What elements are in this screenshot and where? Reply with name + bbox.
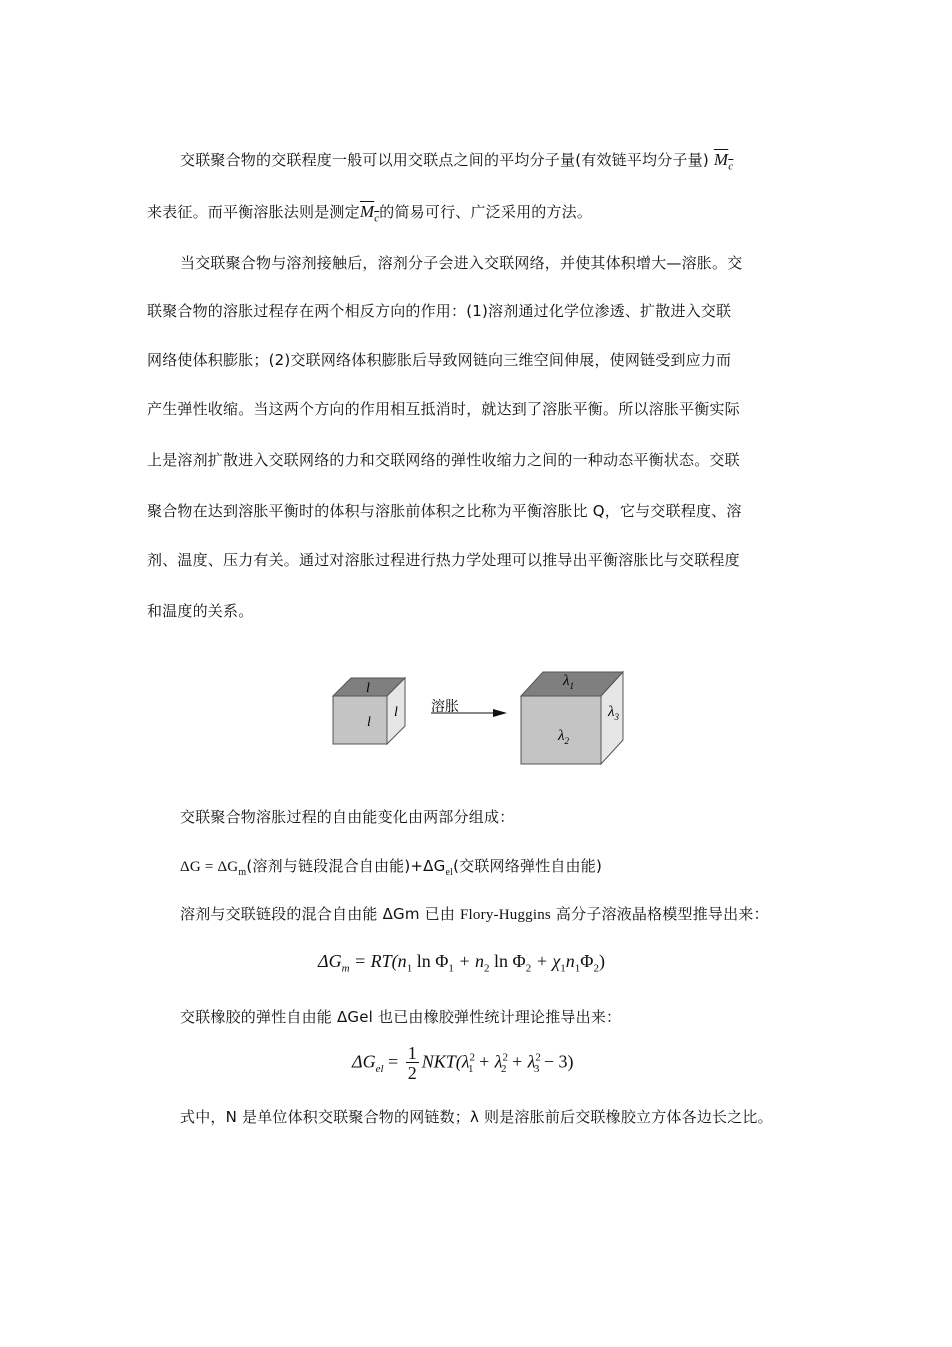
one-half-fraction: $\frac{1}{2}$ xyxy=(407,1043,417,1083)
paragraph2-line: 和温度的关系。 xyxy=(147,602,254,620)
closing-line: 式中，N 是单位体积交联聚合物的网链数；λ 则是溶胀前后交联橡胶立方体各边长之比。 xyxy=(180,1108,773,1126)
paragraph2-line: 聚合物在达到溶胀平衡时的体积与溶胀前体积之比称为平衡溶胀比 Q，它与交联程度、溶 xyxy=(147,502,742,520)
lambda3-label: $\lambda_3$ xyxy=(608,704,619,722)
paragraph1-line2-post: 的简易可行、广泛采用的方法。 xyxy=(379,203,593,221)
elastic-energy-line: 交联橡胶的弹性自由能 ΔGel 也已由橡胶弹性统计理论推导出来： xyxy=(180,1008,622,1026)
paragraph2-line: 当交联聚合物与溶剂接触后，溶剂分子会进入交联网络，并使其体积增大—溶胀。交 xyxy=(180,254,743,272)
paragraph2-line: 剂、温度、压力有关。通过对溶胀过程进行热力学处理可以推导出平衡溶胀比与交联程度 xyxy=(147,551,740,569)
paragraph2-line: 联聚合物的溶胀过程存在两个相反方向的作用：(1)溶剂通过化学位渗透、扩散进入交联 xyxy=(147,302,732,320)
lambda2-label: $\lambda_2$ xyxy=(558,728,569,746)
small-cube-label-side: l xyxy=(394,705,398,720)
flory-huggins-formula: $\Delta G_m = RT(n_1$ $\ln \Phi_1 + n_2$ $\ln \Phi_2 + \chi_1n_1\Phi_2$) xyxy=(318,951,605,975)
arrow-label: 溶胀 xyxy=(431,699,459,715)
paragraph2-line: 网络使体积膨胀；(2)交联网络体积膨胀后导致网链向三维空间伸展，使网链受到应力而 xyxy=(147,351,732,369)
mc-symbol: $M_c$ xyxy=(713,150,734,173)
small-cube-front xyxy=(333,696,387,744)
paragraph1-line2-pre: 来表征。而平衡溶胀法则是测定 xyxy=(147,203,360,221)
free-energy-intro: 交联聚合物溶胀过程的自由能变化由两部分组成： xyxy=(180,808,515,826)
paragraph2-line: 产生弹性收缩。当这两个方向的作用相互抵消时，就达到了溶胀平衡。所以溶胀平衡实际 xyxy=(147,400,740,418)
small-cube-label-top: l xyxy=(366,681,370,696)
lambda1-label: $\lambda_1$ xyxy=(563,673,574,691)
swelling-diagram xyxy=(325,668,635,770)
mc-symbol-inline: $M_c$ xyxy=(359,202,380,225)
paragraph1-line1 xyxy=(180,150,840,176)
elastic-formula: $\Delta G_{el}$ = $\frac{1}{2}$ $NKT(\lambda^2_1 + \lambda^2_2 + \lambda^2_3 - 3)$ xyxy=(352,1043,574,1083)
mixing-energy-line: 溶剂与交联链段的混合自由能 ΔGm 已由 Flory-Huggins 高分子溶液晶格模型推导出来： xyxy=(180,905,769,923)
delta-g-line: $\Delta G = \Delta G_m$(溶剂与链段混合自由能)$+\Delta G_{el}$(交联网络弹性自由能) xyxy=(180,857,603,878)
paragraph2-line: 上是溶剂扩散进入交联网络的力和交联网络的弹性收缩力之间的一种动态平衡状态。交联 xyxy=(147,451,740,469)
paragraph1-line1-text: 交联聚合物的交联程度一般可以用交联点之间的平均分子量(有效链平均分子量) xyxy=(180,151,709,169)
arrow-head xyxy=(493,709,507,717)
paragraph1-line2 xyxy=(147,202,807,228)
small-cube-label-front: l xyxy=(367,715,371,730)
